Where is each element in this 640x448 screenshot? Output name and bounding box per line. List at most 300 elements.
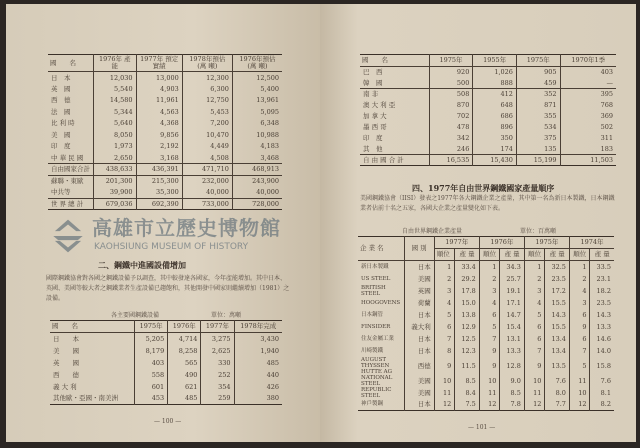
table-cell: 12 [524, 399, 545, 411]
table-cell: 438,633 [94, 164, 137, 176]
right-page [320, 4, 636, 442]
table-cell: 33.5 [590, 261, 614, 273]
table-cell: 436,391 [136, 164, 182, 176]
table-cell: 11 [479, 387, 500, 399]
table-row [48, 141, 282, 153]
table-cell: 369 [560, 111, 616, 122]
table-cell: 8.2 [590, 399, 614, 411]
table-cell: 9 [479, 345, 500, 357]
table-cell: 13.3 [500, 345, 525, 357]
table-cell: 5,540 [94, 83, 137, 95]
table-cell: 5 [479, 321, 500, 333]
table-cell: 18.2 [590, 285, 614, 297]
table-cell: 342 [429, 133, 473, 144]
table-cell: 888 [473, 78, 517, 89]
table-cell: 23.5 [545, 273, 570, 285]
table-cell: 259 [201, 393, 234, 405]
table-cell: 3,168 [136, 152, 182, 164]
column-header: 國 名 [48, 55, 94, 72]
table-cell: 15.5 [545, 321, 570, 333]
table-cell: 10 [434, 375, 455, 387]
table-row [50, 333, 282, 345]
table-row [360, 133, 616, 144]
table-cell: 485 [234, 357, 282, 369]
table-cell: 355 [516, 111, 560, 122]
table-cell: 232,000 [182, 175, 232, 187]
table-cell: 澳 大 利 亞 [363, 101, 396, 109]
table-cell: 8,050 [94, 129, 137, 141]
column-header: 1976年預估 (萬 噸) [232, 55, 282, 72]
group-header-row [358, 237, 614, 249]
table-cell: 6,348 [232, 118, 282, 130]
table-row [358, 333, 614, 345]
table-cell: 500 [429, 78, 473, 89]
table-row [358, 309, 614, 321]
table-cell: 8.1 [590, 387, 614, 399]
table-cell: 日本 [404, 345, 434, 357]
column-header: 1955年 [473, 55, 517, 67]
column-header: 產 量 [455, 249, 480, 261]
column-header: 企 業 名 [358, 237, 404, 261]
museum-logo-icon [50, 218, 86, 254]
table-cell: 478 [429, 122, 473, 133]
table-cell: 135 [516, 144, 560, 155]
table-row [358, 375, 614, 387]
table-cell: 15.8 [590, 357, 614, 375]
table-cell: 39,900 [94, 187, 137, 199]
table-cell: 601 [135, 381, 168, 393]
table-cell: 住友金屬工業 [361, 335, 395, 342]
watermark-title: 高雄市立歷史博物館 [92, 216, 281, 240]
header-row [50, 321, 282, 333]
table-cell: 8.0 [545, 387, 570, 399]
table-cell: 12,500 [232, 72, 282, 84]
table-cell: 美 國 [51, 130, 71, 139]
table-cell: 6 [569, 309, 590, 321]
table-cell: 380 [234, 393, 282, 405]
table-row [358, 321, 614, 333]
table-cell: 日本 [404, 333, 434, 345]
table-cell: 8 [434, 345, 455, 357]
table-cell: 12,750 [182, 95, 232, 107]
table-row [48, 95, 282, 107]
table-cell: 英國 [404, 285, 434, 297]
table-cell: 246 [429, 144, 473, 155]
table-cell: 義大利 [404, 321, 434, 333]
table-cell: 33.4 [455, 261, 480, 273]
table-cell: — [560, 78, 616, 89]
table-cell: 871 [516, 100, 560, 111]
table-cell: 4 [479, 297, 500, 309]
column-header: 順位 [524, 249, 545, 261]
table-cell: 201,300 [94, 175, 137, 187]
table-cell: 13,961 [232, 95, 282, 107]
table-cell: 9.0 [500, 375, 525, 387]
table-cell: 世 界 總 計 [48, 198, 94, 210]
table-cell: 13,000 [136, 72, 182, 84]
table-cell: 8,258 [168, 345, 201, 357]
table-cell: 7.6 [590, 375, 614, 387]
table-row [50, 381, 282, 393]
table-cell: 9,856 [136, 129, 182, 141]
table-cell: 17.8 [455, 285, 480, 297]
table-cell: 11,503 [560, 155, 616, 166]
table-cell: 4,903 [136, 83, 182, 95]
column-header: 1977年 預定實績 [136, 55, 182, 72]
paragraph: 美國鋼鐵協會（IISI）發表之1977年各大鋼鐵企業之產量，其中第一名為新日本製鐵，日本鋼鐵業者佔前十名之五家，各國大企業之產量變化如下表。 [360, 195, 615, 212]
table-cell: 6 [569, 333, 590, 345]
column-header: 國 名 [360, 55, 429, 67]
table-cell: 920 [429, 67, 473, 78]
table-row [360, 89, 616, 100]
table-cell: 403 [560, 67, 616, 78]
table-cell: 692,390 [136, 198, 182, 210]
table-cell: 中共等 [51, 188, 71, 196]
table-row [48, 187, 282, 199]
table-row [358, 387, 614, 399]
left-page [6, 4, 320, 442]
table-cell: 4,183 [232, 141, 282, 153]
table-cell: 1 [479, 261, 500, 273]
table-cell: 印 度 [363, 134, 383, 142]
table-cell: 3 [479, 285, 500, 297]
table-cell: 502 [560, 122, 616, 133]
table-cell: 350 [473, 133, 517, 144]
table-cell: 英 國 [53, 358, 79, 367]
table-row [48, 198, 282, 210]
table-cell: 西 德 [51, 96, 71, 105]
table-row [48, 129, 282, 141]
column-header: 產 量 [500, 249, 525, 261]
column-header: 1975年 [429, 55, 473, 67]
table-cell: 12.3 [455, 345, 480, 357]
table-cell: 686 [473, 111, 517, 122]
table-cell: 5,095 [232, 106, 282, 118]
table-cell: FINSIDER [361, 323, 391, 330]
table-cell: 2 [434, 273, 455, 285]
table-caption: 自由世界鋼鐵企業產量 [402, 228, 463, 235]
table-cell: 6 [434, 321, 455, 333]
unit-label: 單位：萬噸 [211, 312, 242, 319]
table-cell: 34.3 [500, 261, 525, 273]
table-cell: 25.7 [500, 273, 525, 285]
table-cell: 5,453 [182, 106, 232, 118]
table-cell: 墨 西 哥 [363, 123, 387, 131]
section-title: 四、1977年自由世界鋼鐵國家產量順序 [412, 183, 555, 193]
table-row [48, 175, 282, 187]
table-row [358, 357, 614, 375]
paragraph: 國際鋼鐵協會對各國之鋼鐵設備予以調查，其中較發達各國家，今年產能增加。其中日本、英國、美國等較大者之鋼鐵業者生產設備已趨飽和，其他開發中國家則繼續增加（1981）之設備。 [46, 275, 290, 302]
table-cell: 荷蘭 [404, 297, 434, 309]
production-table [360, 54, 616, 166]
table-cell: 7.8 [500, 399, 525, 411]
table-row [360, 111, 616, 122]
table-cell: 40,000 [232, 187, 282, 199]
table-cell: 5 [569, 357, 590, 375]
table-row [358, 297, 614, 309]
table-cell: 905 [516, 67, 560, 78]
table-cell: 311 [560, 133, 616, 144]
table-cell: 新日本製鐵 [361, 263, 389, 270]
table-cell: US STEEL [361, 275, 391, 282]
table-cell: 40,000 [182, 187, 232, 199]
table-row [358, 273, 614, 285]
header-row [360, 55, 616, 67]
table-cell: 7 [479, 333, 500, 345]
table-cell: 3 [524, 285, 545, 297]
table-cell: 3,430 [234, 333, 282, 345]
table-cell: 2 [479, 273, 500, 285]
table-cell: 252 [201, 369, 234, 381]
column-header: 1976年 [168, 321, 201, 333]
table-cell: 2,625 [201, 345, 234, 357]
table-cell: 4,508 [182, 152, 232, 164]
table-cell: 870 [429, 100, 473, 111]
table-cell: 13.4 [545, 333, 570, 345]
table-cell: 490 [168, 369, 201, 381]
table-cell: 14.0 [590, 345, 614, 357]
table-row [50, 345, 282, 357]
table-row [50, 369, 282, 381]
table-cell: 174 [473, 144, 517, 155]
table-cell: 1,973 [94, 141, 137, 153]
table-cell: 4 [524, 297, 545, 309]
table-cell: 29.2 [455, 273, 480, 285]
table-cell: 243,900 [232, 175, 282, 187]
table-row [48, 106, 282, 118]
column-header: 產 量 [545, 249, 570, 261]
table-caption: 各主要國鋼鐵設備 [111, 312, 160, 319]
table-cell: 15.5 [545, 297, 570, 309]
table-row [48, 152, 282, 164]
page-number: — 100 — [154, 418, 182, 425]
table-cell: 5,205 [135, 333, 168, 345]
table-cell: 巴 西 [363, 68, 383, 77]
table-cell: 日 本 [51, 73, 71, 82]
table-cell: 6,300 [182, 83, 232, 95]
table-cell: 南 非 [360, 89, 429, 100]
table-row [48, 118, 282, 130]
table-cell: 11 [569, 375, 590, 387]
table-cell: 自 由 國 合 計 [360, 155, 429, 166]
section-title: 二、鋼鐵中進國設備增加 [98, 260, 186, 270]
table-row [50, 357, 282, 369]
table-cell: 440 [234, 369, 282, 381]
table-cell: 美 國 [53, 346, 79, 355]
table-cell: 日 本 [53, 334, 79, 343]
column-header: 1978年預估 (萬 噸) [182, 55, 232, 72]
column-header: 產 量 [590, 249, 614, 261]
column-header: 順位 [569, 249, 590, 261]
table-cell: NATIONAL STEEL [361, 374, 393, 387]
table-cell: 728,000 [232, 198, 282, 210]
watermark-subtitle: KAOHSIUNG MUSEUM OF HISTORY [94, 242, 249, 252]
year-header: 1977年 [434, 237, 479, 249]
equipment-table [50, 320, 282, 405]
header-row [48, 55, 282, 72]
column-header: 國 名 [50, 321, 135, 333]
column-header: 國 別 [404, 237, 434, 261]
table-cell: 403 [135, 357, 168, 369]
table-cell: 215,300 [136, 175, 182, 187]
table-cell: 英 國 [51, 84, 71, 93]
table-cell: 法 國 [51, 107, 71, 116]
table-cell: 2,650 [94, 152, 137, 164]
column-header: 順位 [479, 249, 500, 261]
table-cell: 4,368 [136, 118, 182, 130]
table-cell: 西 德 [53, 370, 79, 379]
column-header: 1970年1季 [560, 55, 616, 67]
table-cell: 12.8 [500, 357, 525, 375]
table-cell: 義 大 利 [53, 382, 77, 391]
table-cell: 12 [569, 399, 590, 411]
column-header: 1975年 [135, 321, 168, 333]
table-cell: AUGUST THYSSEN HUTTE AG [361, 356, 392, 375]
table-row [360, 78, 616, 89]
table-cell: 7 [524, 345, 545, 357]
table-cell: 13.3 [590, 321, 614, 333]
table-cell: 375 [516, 133, 560, 144]
table-cell: 15,199 [516, 155, 560, 166]
total-row [360, 155, 616, 166]
table-cell: 32.5 [545, 261, 570, 273]
table-cell: 621 [168, 381, 201, 393]
table-cell: REPUBLIC STEEL [361, 386, 392, 399]
table-cell: 10 [569, 387, 590, 399]
table-cell: 加 拿 大 [363, 112, 387, 120]
table-cell: 508 [429, 89, 473, 100]
table-cell: 16,535 [429, 155, 473, 166]
column-header: 順位 [434, 249, 455, 261]
page-number: — 101 — [468, 424, 496, 431]
table-cell: 美國 [404, 387, 434, 399]
table-cell: 3 [434, 285, 455, 297]
column-header: 1978年完成 [234, 321, 282, 333]
table-cell: 459 [516, 78, 560, 89]
table-cell: 蘇聯・東歐 [48, 175, 94, 187]
table-cell: 9 [479, 357, 500, 375]
table-cell: 17.2 [545, 285, 570, 297]
table-row [50, 393, 282, 405]
table-cell: 自由國家合計 [48, 164, 94, 176]
table-row [360, 67, 616, 78]
table-cell: 15.0 [455, 297, 480, 309]
table-cell: 5,640 [94, 118, 137, 130]
table-cell: 330 [201, 357, 234, 369]
table-cell: 352 [516, 89, 560, 100]
table-cell: 8,179 [135, 345, 168, 357]
table-cell: 日本鋼管 [361, 311, 384, 318]
table-cell: 10 [524, 375, 545, 387]
table-cell: 12.5 [455, 333, 480, 345]
table-row [358, 261, 614, 273]
table-cell: 10,988 [232, 129, 282, 141]
table-cell: 其 他 [363, 144, 383, 153]
table-cell: 679,036 [94, 198, 137, 210]
year-header: 1976年 [479, 237, 524, 249]
column-header: 1975年 [516, 55, 560, 67]
ranking-table [358, 236, 614, 411]
table-cell: 6 [524, 333, 545, 345]
table-cell: 日本 [404, 309, 434, 321]
table-cell: 648 [473, 100, 517, 111]
table-cell: 14.6 [590, 333, 614, 345]
table-row [360, 144, 616, 155]
table-cell: 15.4 [500, 321, 525, 333]
table-cell: 12,300 [182, 72, 232, 84]
table-cell: 美國 [404, 273, 434, 285]
table-cell: 10 [479, 375, 500, 387]
table-cell: 558 [135, 369, 168, 381]
table-cell: 426 [234, 381, 282, 393]
table-cell: 23.1 [590, 273, 614, 285]
table-cell: 768 [560, 100, 616, 111]
table-cell: 1 [524, 261, 545, 273]
table-cell: 534 [516, 122, 560, 133]
table-cell: 4,449 [182, 141, 232, 153]
table-cell: 9 [569, 321, 590, 333]
table-cell: 7.7 [545, 399, 570, 411]
table-cell: 神戶製鋼 [361, 401, 384, 408]
table-cell: 354 [201, 381, 234, 393]
table-cell: 7,200 [182, 118, 232, 130]
table-cell: 3,275 [201, 333, 234, 345]
table-cell: 印 度 [51, 142, 71, 151]
table-cell: 35,300 [136, 187, 182, 199]
table-cell: 9 [434, 357, 455, 375]
table-cell: 川崎製鐵 [361, 347, 384, 354]
table-cell: 1,026 [473, 67, 517, 78]
table-cell: 13.5 [545, 357, 570, 375]
table-cell: 395 [560, 89, 616, 100]
table-cell: 美國 [404, 375, 434, 387]
table-cell: 14,580 [94, 95, 137, 107]
table-cell: 8.4 [455, 387, 480, 399]
table-cell: 13.1 [500, 333, 525, 345]
table-cell: 453 [135, 393, 168, 405]
table-cell: 12 [479, 399, 500, 411]
table-cell: 13.4 [545, 345, 570, 357]
table-row [360, 122, 616, 133]
table-row [48, 164, 282, 176]
table-cell: 日本 [404, 261, 434, 273]
table-row [48, 72, 282, 84]
table-cell: 7 [434, 333, 455, 345]
table-cell: 8.5 [500, 387, 525, 399]
table-cell: 其他歐・亞國・南美洲 [53, 394, 118, 403]
table-cell: 10,470 [182, 129, 232, 141]
table-row [360, 100, 616, 111]
year-header: 1975年 [524, 237, 569, 249]
table-cell: 2 [524, 273, 545, 285]
table-cell: 12 [434, 399, 455, 411]
table-cell: 733,000 [182, 198, 232, 210]
table-cell: 17.1 [500, 297, 525, 309]
unit-label: 單位：百萬噸 [520, 228, 557, 235]
table-row [358, 399, 614, 411]
table-cell: 6 [479, 309, 500, 321]
table-cell: 4,714 [168, 333, 201, 345]
table-cell: HOOGOVENS [361, 299, 401, 306]
table-cell: 14.3 [545, 309, 570, 321]
table-cell: 2 [569, 273, 590, 285]
table-cell: 12.9 [455, 321, 480, 333]
table-cell: 比 利 時 [51, 119, 75, 128]
table-cell: 896 [473, 122, 517, 133]
table-cell: 23.5 [590, 297, 614, 309]
table-cell: 183 [560, 144, 616, 155]
table-cell: 4,563 [136, 106, 182, 118]
